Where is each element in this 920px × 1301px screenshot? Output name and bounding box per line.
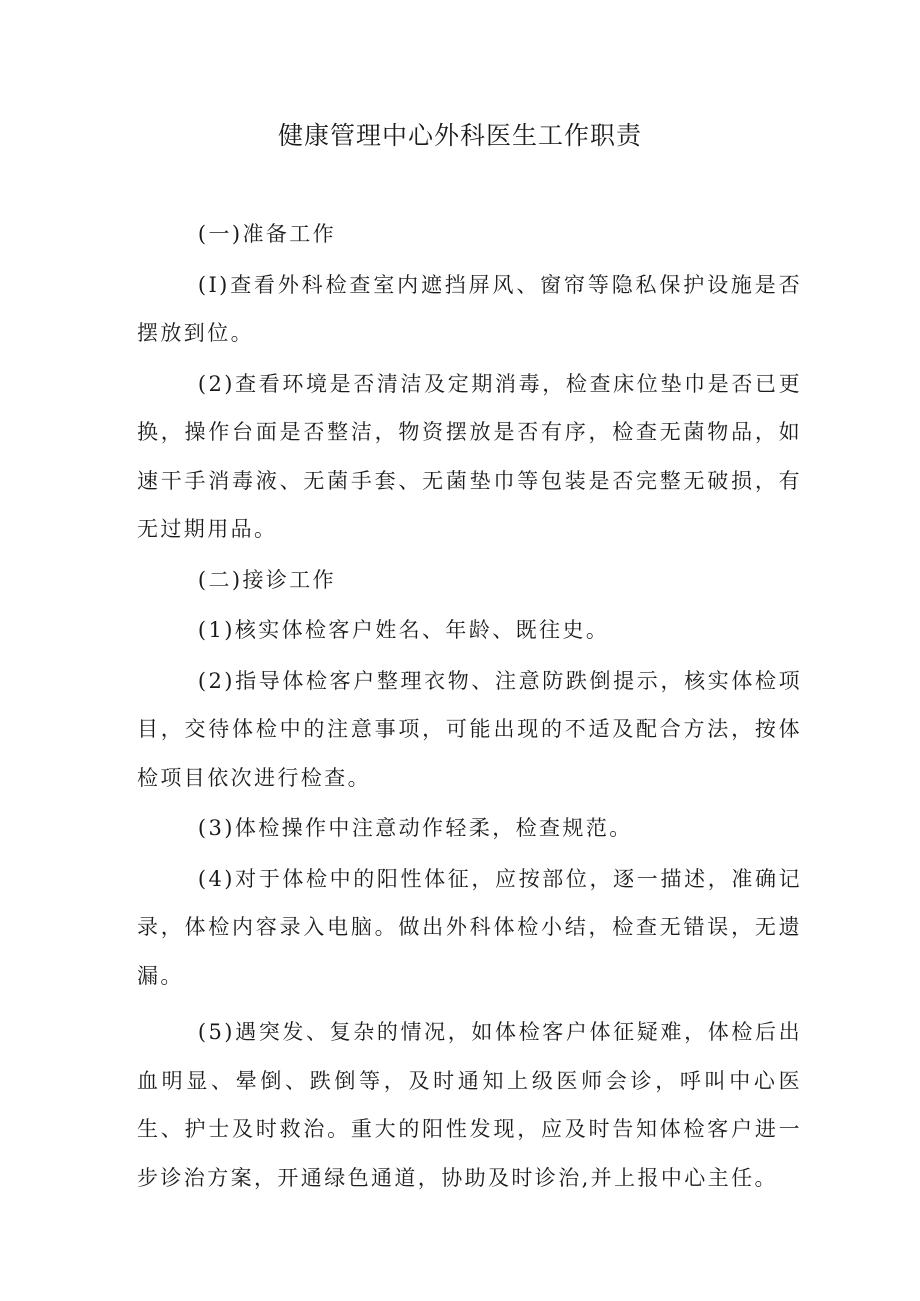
document-title: 健康管理中心外科医生工作职责 <box>277 121 642 150</box>
paragraph: (4)对于体检中的阳性体征，应按部位，逐一描述，准确记录，体检内容录入电脑。做出外科体检小结，检查无错误，无遗漏。 <box>137 866 802 988</box>
paragraph: (5)遇突发、复杂的情况，如体检客户体征疑难，体检后出血明显、晕倒、跌倒等，及时通知上级医师会诊，呼叫中心医生、护士及时救治。重大的阳性发现，应及时告知体检客户进一步诊治方案，开通绿色通道，协助及时诊治,并上报中心主任。 <box>137 1020 802 1190</box>
section-heading-reception: (二)接诊工作 <box>197 567 337 592</box>
section-heading-preparation: (一)准备工作 <box>197 222 337 246</box>
paragraph: (2)指导体检客户整理衣物、注意防跌倒提示，核实体检项目，交待体检中的注意事项，可能出现的不适及配合方法，按体检项目依次进行检查。 <box>137 668 802 790</box>
document-body <box>137 210 802 1204</box>
paragraph: (1)核实体检客户姓名、年龄、既往史。 <box>197 618 610 642</box>
paragraph: (2)查看环境是否清洁及定期消毒，检查床位垫巾是否已更换，操作台面是否整洁，物资摆放是否有序，检查无菌物品，如速干手消毒液、无菌手套、无菌垫巾等包装是否完整无破损，有无过期用品。 <box>137 371 802 541</box>
paragraph: (I)查看外科检查室内遮挡屏风、窗帘等隐私保护设施是否摆放到位。 <box>137 272 802 345</box>
paragraph: (3)体检操作中注意动作轻柔，检查规范。 <box>197 816 633 840</box>
